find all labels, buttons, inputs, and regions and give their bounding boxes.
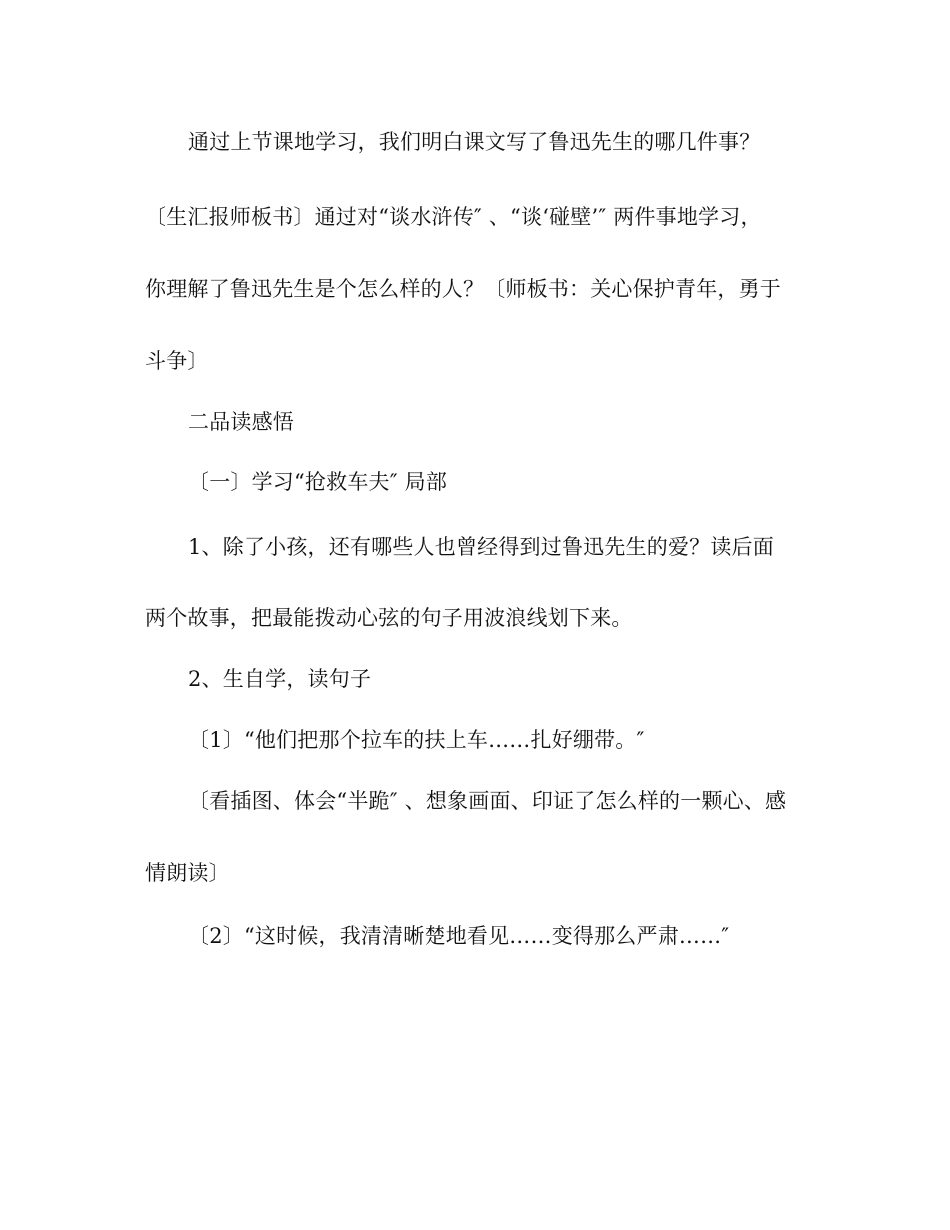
section-heading: 二品读感悟	[188, 410, 294, 434]
paragraph-line-1: 通过上节课地学习，我们明白课文写了鲁迅先生的哪几件事？	[188, 130, 761, 154]
paragraph-line-2: 〔生汇报师板书〕通过对“谈水浒传″ 、“谈‘碰壁’″ 两件事地学习，	[145, 205, 762, 229]
paragraph-line-9: 情朗读〕	[145, 861, 230, 885]
paragraph-line-4: 斗争〕	[145, 349, 209, 373]
paragraph-line-6: 两个故事，把最能拨动心弦的句子用波浪线划下来。	[145, 606, 633, 630]
quote-line-2: 〔2〕“这时候，我清清晰楚地看见……变得那么严肃……″	[188, 924, 730, 948]
paragraph-line-3: 你理解了鲁迅先生是个怎么样的人？〔师板书：关心保护青年，勇于	[145, 277, 781, 301]
quote-line-1: 〔1〕“他们把那个拉车的扶上车……扎好绷带。″	[188, 728, 645, 752]
subsection-heading: 〔一〕学习“抢救车夫″ 局部	[188, 470, 448, 494]
paragraph-line-5: 1、除了小孩，还有哪些人也曾经得到过鲁迅先生的爱？读后面	[188, 535, 774, 559]
paragraph-line-7: 2、生自学，读句子	[188, 667, 372, 691]
paragraph-line-8: 〔看插图、体会“半跪″ 、想象画面、印证了怎么样的一颗心、感	[188, 789, 787, 813]
